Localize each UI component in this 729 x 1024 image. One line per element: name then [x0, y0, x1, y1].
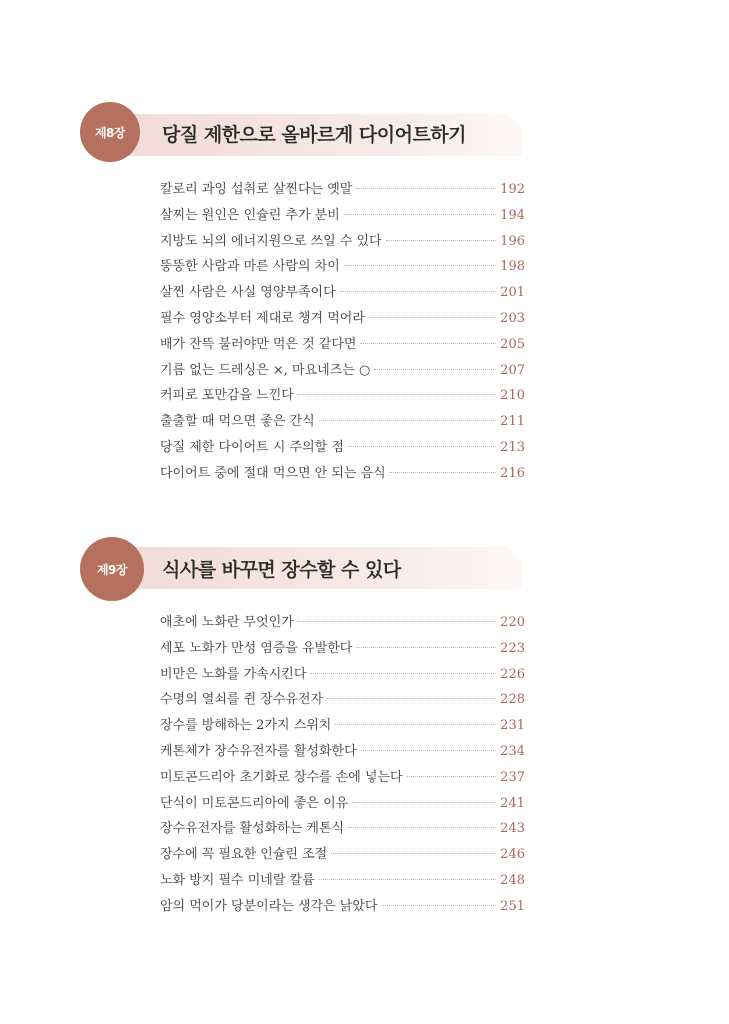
dot-leader: [340, 291, 497, 292]
toc-entry-title: 애초에 노화란 무엇인가: [160, 615, 294, 630]
toc-entry: [160, 895, 525, 921]
dot-leader: [327, 698, 496, 699]
chapter-header: [0, 100, 729, 166]
toc-page-number: 216: [500, 465, 525, 481]
toc-entry-title: 배가 잔뜩 불러야만 먹은 것 같다면: [160, 336, 357, 352]
toc-entry-title: 지방도 뇌의 에너지원으로 쓰일 수 있다: [160, 233, 382, 249]
chapter-title: 당질 제한으로 올바르게 다이어트하기: [162, 124, 467, 146]
chapter-badge: 제8장: [80, 102, 140, 162]
toc-entry: [160, 688, 525, 714]
toc-entry-title: 비만은 노화를 가속시킨다: [160, 666, 307, 682]
toc-entry-title: 장수에 꼭 필요한 인슐린 조절: [160, 847, 328, 863]
toc-entry: [160, 817, 525, 843]
toc-page-number: 194: [500, 207, 525, 223]
toc-page-number: 223: [500, 640, 525, 656]
toc-entry: [160, 333, 525, 359]
toc-entry: [160, 611, 525, 637]
dot-leader: [390, 472, 496, 473]
toc-page-number: 251: [500, 898, 525, 914]
toc-page-number: 234: [500, 743, 525, 759]
toc-page-number: 201: [500, 285, 525, 301]
toc-entry-title: 노화 방지 필수 미네랄 칼륨: [160, 872, 315, 888]
toc-entry-title: 장수를 방해하는 2가지 스위치: [160, 718, 332, 734]
toc-entry: [160, 178, 525, 204]
dot-leader: [348, 446, 496, 447]
toc-entry-title: 출출할 때 먹으면 좋은 간식: [160, 414, 315, 430]
dot-leader: [348, 827, 496, 828]
toc-entry-title: 단식이 미토콘드리아에 좋은 이유: [160, 795, 349, 811]
toc-entry-title: 세포 노화가 만성 염증을 유발한다: [160, 640, 353, 656]
toc-page-number: 231: [500, 718, 525, 734]
dot-leader: [361, 750, 497, 751]
toc-entry: [160, 766, 525, 792]
toc-entry: [160, 255, 525, 281]
toc-page-number: 198: [500, 259, 525, 275]
chapter-header: [0, 533, 729, 599]
toc-page-number: 207: [500, 362, 525, 378]
toc-entry: [160, 637, 525, 663]
dot-leader: [298, 621, 496, 622]
dot-leader: [331, 853, 496, 854]
toc-entry: [160, 869, 525, 895]
dot-leader: [374, 369, 496, 370]
toc-entry: [160, 281, 525, 307]
toc-page-number: 228: [500, 692, 525, 708]
toc-entry: [160, 204, 525, 230]
toc-entry: [160, 714, 525, 740]
dot-leader: [407, 776, 497, 777]
toc-entry: [160, 230, 525, 256]
dot-leader: [319, 420, 497, 421]
toc-page-number: 220: [500, 615, 525, 630]
toc-list: [160, 611, 525, 921]
dot-leader: [356, 647, 496, 648]
toc-page-number: 196: [500, 233, 525, 249]
toc-entry: [160, 359, 525, 385]
toc-entry: [160, 410, 525, 436]
dot-leader: [356, 188, 496, 189]
toc-entry-title: 뚱뚱한 사람과 마른 사람의 차이: [160, 259, 340, 275]
dot-leader: [360, 343, 496, 344]
toc-entry-title: 미토콘드리아 초기화로 장수를 손에 넣는다: [160, 769, 403, 785]
toc-entry: [160, 462, 525, 488]
toc-entry-title: 살찐 사람은 사실 영양부족이다: [160, 285, 336, 301]
dot-leader: [319, 879, 497, 880]
toc-entry-title: 암의 먹이가 당분이라는 생각은 낡았다: [160, 898, 378, 914]
toc-entry: [160, 843, 525, 869]
chapter-8-section: [0, 100, 729, 481]
toc-page-number: 205: [500, 336, 525, 352]
toc-page-number: 210: [500, 388, 525, 404]
toc-entry: [160, 436, 525, 462]
toc-page-number: 243: [500, 821, 525, 837]
chapter-title: 식사를 바꾸면 장수할 수 있다: [162, 559, 401, 581]
toc-entry: [160, 307, 525, 333]
toc-entry-title: 기름 없는 드레싱은 ×, 마요네즈는 ○: [160, 362, 371, 378]
dot-leader: [310, 673, 496, 674]
toc-entry-title: 케톤체가 장수유전자를 활성화한다: [160, 743, 357, 759]
toc-page-number: 248: [500, 872, 525, 888]
toc-list: [160, 178, 525, 488]
toc-entry-title: 살찌는 원인은 인슐린 추가 분비: [160, 207, 340, 223]
toc-entry: [160, 792, 525, 818]
toc-entry-title: 장수유전자를 활성화하는 케톤식: [160, 821, 345, 837]
dot-leader: [344, 214, 496, 215]
toc-page-number: 237: [500, 769, 525, 785]
chapter-badge: 제9장: [80, 537, 144, 601]
toc-entry-title: 수명의 열쇠를 쥔 장수유전자: [160, 692, 324, 708]
toc-entry-title: 커피로 포만감을 느낀다: [160, 388, 294, 404]
toc-entry-title: 다이어트 중에 절대 먹으면 안 되는 음식: [160, 465, 386, 481]
toc-page-number: 241: [500, 795, 525, 811]
toc-entry: [160, 663, 525, 689]
dot-leader: [369, 317, 496, 318]
toc-entry: [160, 384, 525, 410]
toc-page-number: 246: [500, 847, 525, 863]
dot-leader: [352, 802, 496, 803]
dot-leader: [381, 905, 496, 906]
dot-leader: [335, 724, 496, 725]
toc-entry-title: 당질 제한 다이어트 시 주의할 점: [160, 439, 344, 455]
dot-leader: [344, 265, 496, 266]
toc-entry-title: 칼로리 과잉 섭취로 살찐다는 옛말: [160, 182, 353, 197]
toc-entry: [160, 740, 525, 766]
toc-page-number: 213: [500, 439, 525, 455]
toc-page-number: 211: [500, 414, 525, 430]
chapter-9-section: [0, 533, 729, 914]
dot-leader: [298, 394, 496, 395]
toc-entry-title: 필수 영양소부터 제대로 챙겨 먹어라: [160, 310, 365, 326]
dot-leader: [386, 240, 497, 241]
toc-page-number: 192: [500, 182, 525, 197]
toc-page-number: 203: [500, 310, 525, 326]
toc-page-number: 226: [500, 666, 525, 682]
